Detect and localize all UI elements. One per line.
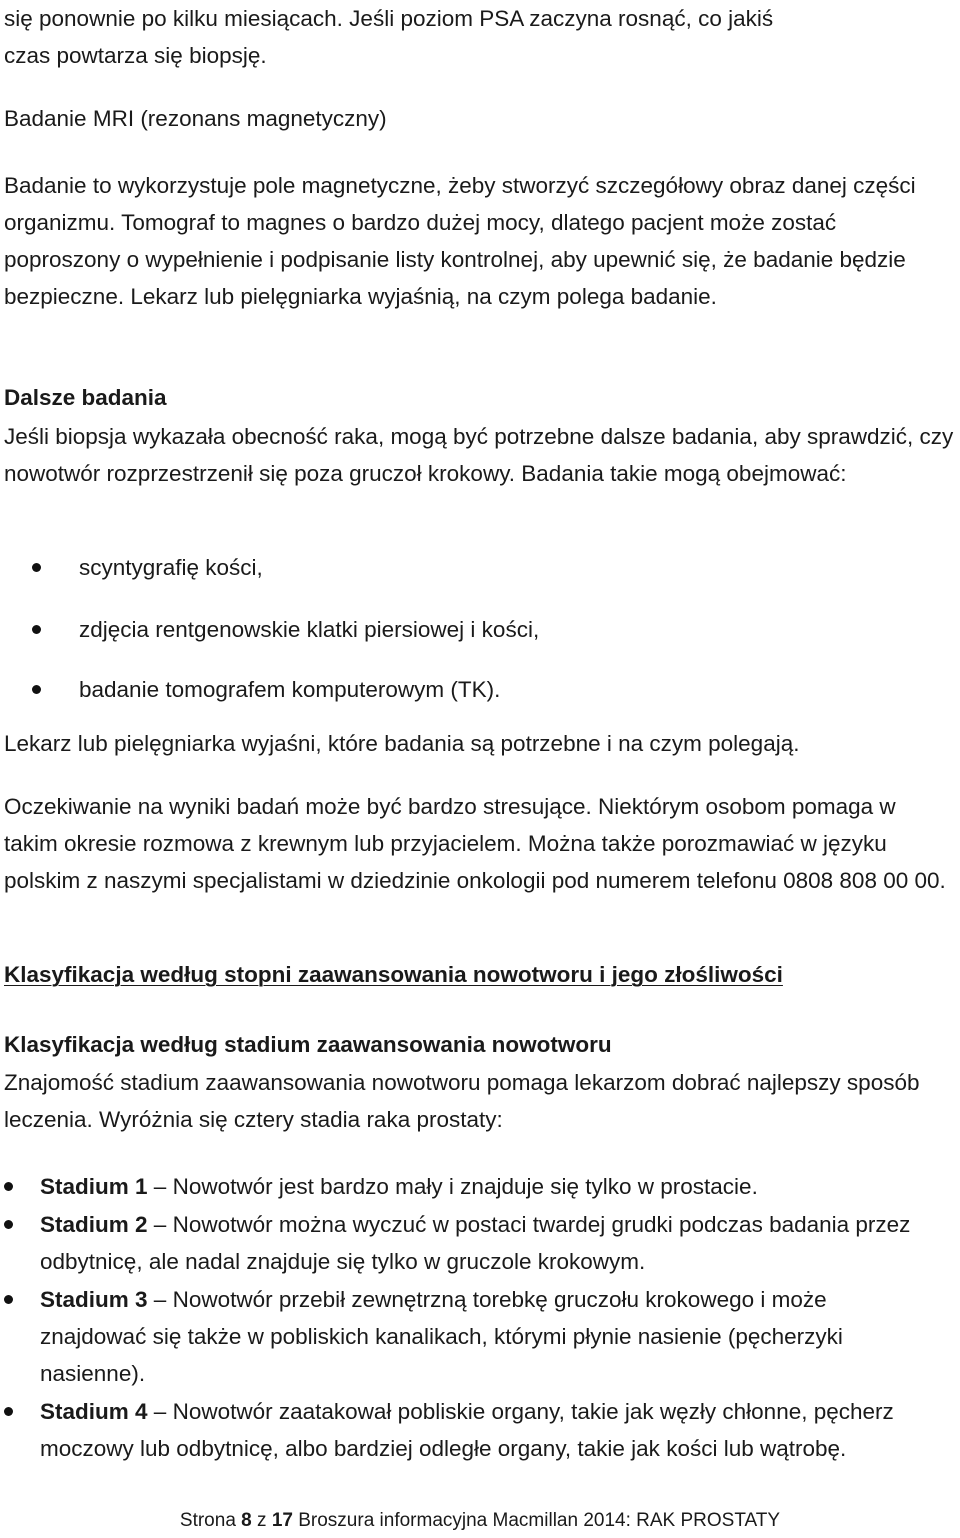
list-item <box>4 549 954 611</box>
stage-item-4 <box>4 1393 920 1467</box>
bullet-icon <box>32 685 41 694</box>
bullet-icon <box>4 1295 13 1304</box>
stage-text: Nowotwór przebił zewnętrzną torebkę gruczołu krokowego i może znajdować się także w pobliskich kanalikach, którymi płynie nasienie (pęcherzyki nasienne). <box>40 1287 843 1386</box>
stage-text: Nowotwór zaatakował pobliskie organy, takie jak węzły chłonne, pęcherz moczowy lub odbytnicę, albo bardziej odległe organy, takie jak kości lub wątrobę. <box>40 1399 894 1461</box>
list-item-text: scyntygrafię kości, <box>79 555 263 580</box>
bullet-icon <box>4 1407 13 1416</box>
bullet-icon <box>4 1182 13 1191</box>
footer-total-pages: 17 <box>271 1510 293 1531</box>
stage-item-3 <box>4 1281 920 1392</box>
stage-text: Nowotwór jest bardzo mały i znajduje się tylko w prostacie. <box>172 1174 758 1199</box>
stages-list <box>4 1168 954 1467</box>
further-after-text: Lekarz lub pielęgniarka wyjaśni, które badania są potrzebne i na czym polegają. <box>4 731 800 756</box>
bullet-icon <box>4 1220 13 1229</box>
mri-text: Badanie to wykorzystuje pole magnetyczne, żeby stworzyć szczegółowy obraz danej części organizmu. Tomograf to magnes o bardzo dużej mocy, dlatego pacjent może zostać poproszony o wypełnienie i podpisanie listy kontrolnej, aby upewnić się, że badanie będzie bezpieczne. Lekarz lub pielęgniarka wyjaśnią, na czym polega badanie. <box>4 173 916 309</box>
stage-dash: – <box>153 1287 167 1312</box>
stage-label: Stadium 4 <box>40 1399 148 1424</box>
classification-heading: Klasyfikacja według stopni zaawansowania nowotworu i jego złośliwości <box>4 962 783 987</box>
list-item <box>4 611 954 671</box>
bullet-icon <box>32 563 41 572</box>
footer-prefix: Strona <box>179 1510 236 1531</box>
stage-label: Stadium 3 <box>40 1287 148 1312</box>
intro-line-2: czas powtarza się biopsję. <box>4 43 267 68</box>
classification-text: Znajomość stadium zaawansowania nowotworu pomaga lekarzom dobrać najlepszy sposób leczenia. Wyróżnia się cztery stadia raka prostaty: <box>4 1070 920 1132</box>
bullet-icon <box>32 625 41 634</box>
further-tests-list <box>4 549 954 708</box>
stage-dash: – <box>153 1399 167 1424</box>
intro-line-1: się ponownie po kilku miesiącach. Jeśli poziom PSA zaczyna rosnąć, co jakiś <box>4 6 774 31</box>
list-item <box>4 671 954 708</box>
list-item-text: zdjęcia rentgenowskie klatki piersiowej i kości, <box>79 617 540 642</box>
stage-item-1 <box>4 1168 954 1205</box>
list-item-text: badanie tomografem komputerowym (TK). <box>79 677 501 702</box>
stage-item-2 <box>4 1206 954 1280</box>
further-text: Jeśli biopsja wykazała obecność raka, mogą być potrzebne dalsze badania, aby sprawdzić, czy nowotwór rozprzestrzenił się poza gruczoł krokowy. Badania takie mogą obejmować: <box>4 424 954 486</box>
footer-of: z <box>257 1510 267 1531</box>
stage-dash: – <box>153 1212 167 1237</box>
stage-label: Stadium 2 <box>40 1212 148 1237</box>
footer-page-number: 8 <box>241 1510 252 1531</box>
stage-label: Stadium 1 <box>40 1174 148 1199</box>
further-heading: Dalsze badania <box>4 385 167 410</box>
page-footer <box>0 1508 960 1534</box>
stage-dash: – <box>153 1174 167 1199</box>
classification-subheading: Klasyfikacja według stadium zaawansowania nowotworu <box>4 1032 612 1057</box>
footer-title: Broszura informacyjna Macmillan 2014: RAK PROSTATY <box>298 1510 781 1531</box>
mri-heading: Badanie MRI (rezonans magnetyczny) <box>4 106 387 131</box>
stage-text: Nowotwór można wyczuć w postaci twardej grudki podczas badania przez odbytnicę, ale nadal znajduje się tylko w gruczole krokowym. <box>40 1212 911 1274</box>
waiting-text: Oczekiwanie na wyniki badań może być bardzo stresujące. Niektórym osobom pomaga w takim okresie rozmowa z krewnym lub przyjacielem. Można także porozmawiać w języku polskim z naszymi specjalistami w dziedzinie onkologii pod numerem telefonu 0808 808 00 00. <box>4 794 946 893</box>
